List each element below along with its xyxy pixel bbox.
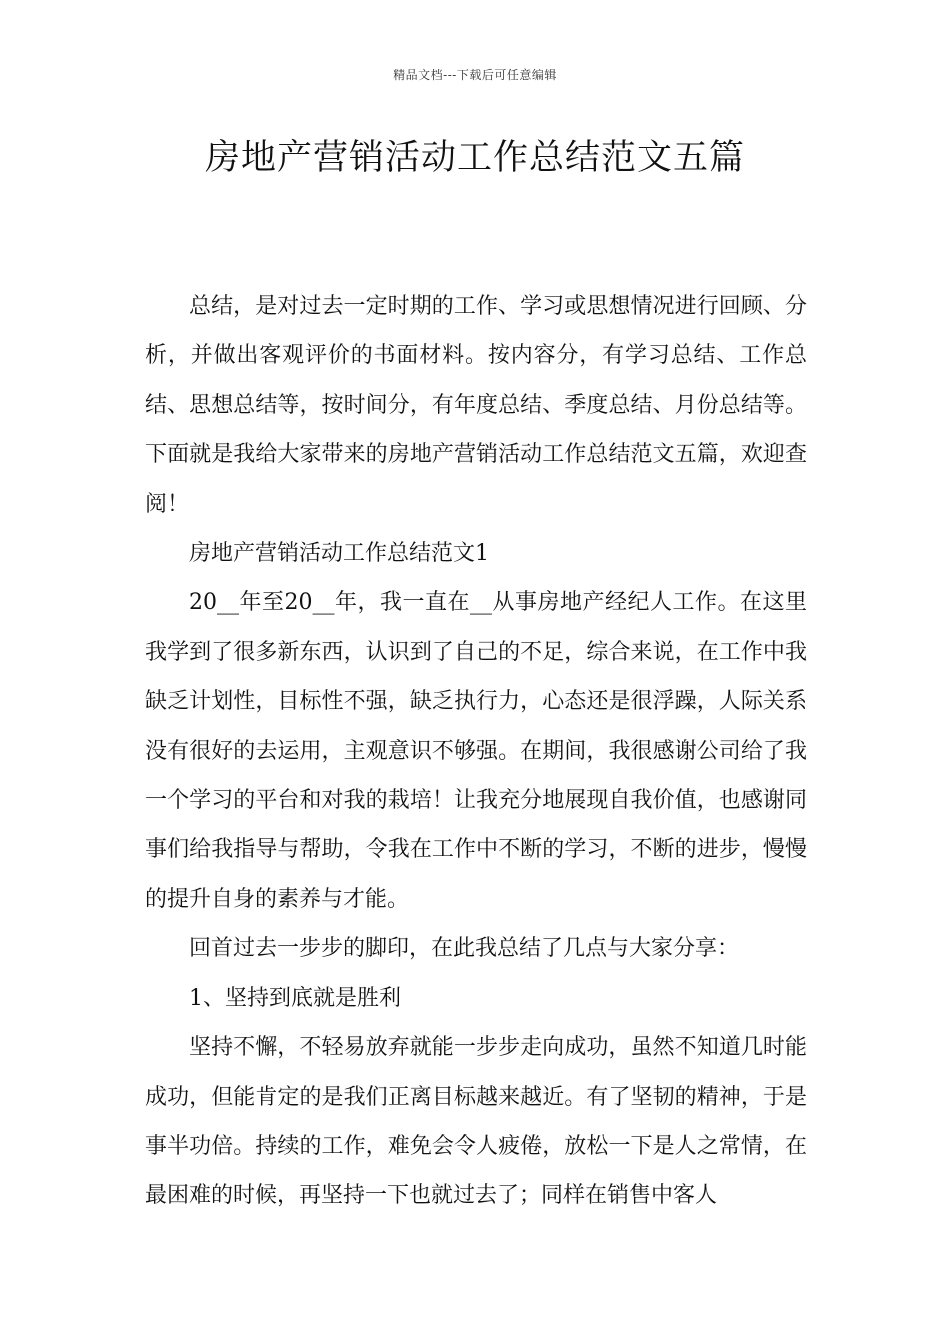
intro-paragraph: 总结，是对过去一定时期的工作、学习或思想情况进行回顾、分析，并做出客观评价的书面材料。按内容分，有学习总结、工作总结、思想总结等，按时间分，有年度总结、季度总结、月份总结等。下面就是我给大家带来的房地产营销活动工作总结范文五篇，欢迎查阅！: [145, 294, 807, 517]
section-heading: 房地产营销活动工作总结范文1: [189, 541, 489, 567]
header-note: 精品文档---下载后可任意编辑: [393, 68, 557, 82]
body-paragraph: 20__年至20__年，我一直在__从事房地产经纪人工作。在这里我学到了很多新东西，认识到了自己的不足，综合来说，在工作中我缺乏计划性，目标性不强，缺乏执行力，心态还是很浮躁，人际关系没有很好的去运用，主观意识不够强。在期间，我很感谢公司给了我一个学习的平台和对我的栽培！让我充分地展现自我价值，也感谢同事们给我指导与帮助，令我在工作中不断的学习，不断的进步，慢慢的提升自身的素养与才能。: [145, 590, 807, 912]
point-heading: 1、坚持到底就是胜利: [189, 985, 401, 1011]
document-body: [145, 282, 807, 1221]
body-paragraph: 坚持不懈，不轻易放弃就能一步步走向成功，虽然不知道几时能成功，但能肯定的是我们正离目标越来越近。有了坚韧的精神，于是事半功倍。持续的工作，难免会令人疲倦，放松一下是人之常情，在最困难的时候，再坚持一下也就过去了；同样在销售中客人: [145, 1035, 807, 1209]
body-paragraph: 回首过去一步步的脚印，在此我总结了几点与大家分享：: [189, 936, 740, 962]
document-title: 房地产营销活动工作总结范文五篇: [204, 138, 745, 178]
